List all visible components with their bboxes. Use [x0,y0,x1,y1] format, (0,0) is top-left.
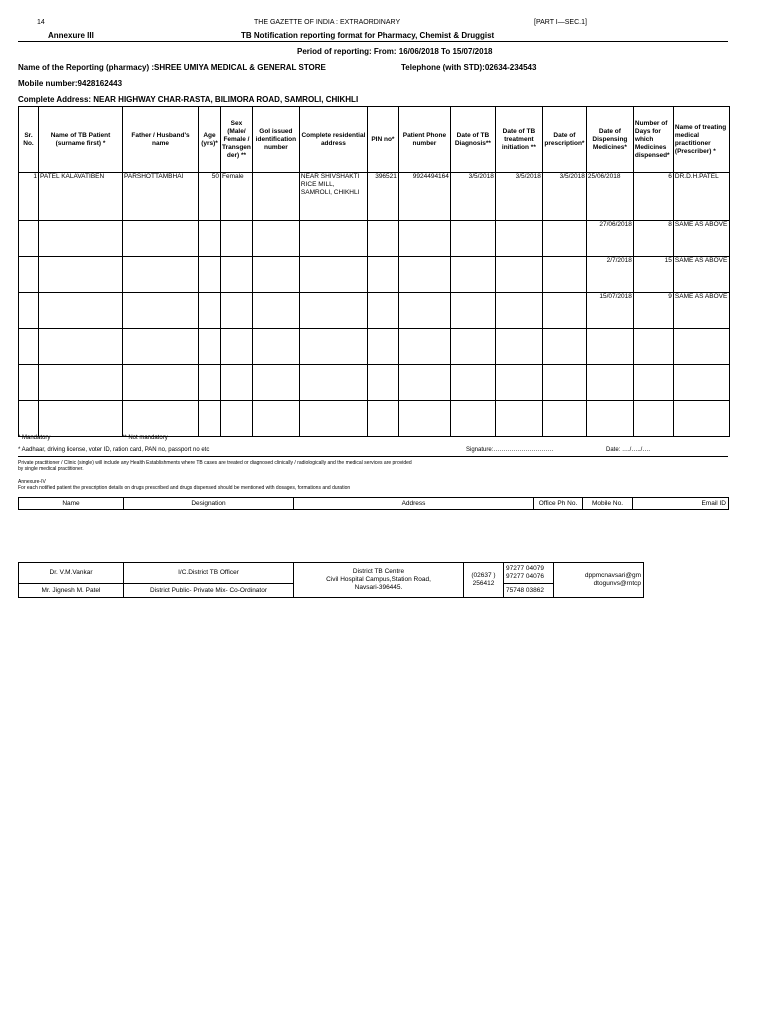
table-cell [221,257,253,293]
email-line: dtogunvs@rntcp [593,580,641,587]
table-cell [199,221,221,257]
table-cell: 396521 [367,173,398,221]
table-cell: 1 [19,173,39,221]
table-cell: DR.D.H.PATEL [673,173,729,221]
table-cell [367,257,398,293]
table-cell [398,401,450,437]
table-cell [633,365,673,401]
table-cell [367,221,398,257]
table-cell [299,365,367,401]
col-header: Complete residential address [299,107,367,173]
contact-designation: District Public- Private Mix- Co-Ordinator [124,584,294,598]
table-cell [39,329,123,365]
table-cell [450,329,495,365]
table-cell [39,221,123,257]
table-cell [450,221,495,257]
page-number: 14 [37,19,45,26]
table-cell: 8 [633,221,673,257]
table-cell [673,329,729,365]
contact-designation: I/C.District TB Officer [124,563,294,584]
table-cell [495,329,542,365]
table-cell [252,329,299,365]
col-header: Patient Phone number [398,107,450,173]
table-cell [633,329,673,365]
date-field: Date: …./…../…. [606,447,651,453]
table-row [19,365,730,401]
table-cell [39,401,123,437]
table-cell: 25/06/2018 [586,173,633,221]
address-line: Navsari-396445. [354,584,403,591]
address-line: District TB Centre [352,568,405,575]
table-cell [450,365,495,401]
table-header-row [19,107,730,173]
table-cell [123,365,199,401]
annexure-iv-description: For each notified patient the prescription details on drugs prescribed and drugs dispensed should be mentioned with dosages, formations and duration [18,485,351,491]
table-cell [586,401,633,437]
gazette-title: THE GAZETTE OF INDIA : EXTRAORDINARY [254,19,401,26]
col-header: Address [294,498,534,510]
col-header: Age (yrs)* [199,107,221,173]
col-header: PIN no* [367,107,398,173]
table-cell: 9924494164 [398,173,450,221]
table-cell [199,329,221,365]
col-header: Sr. No. [19,107,39,173]
table-cell [199,365,221,401]
table-cell [299,221,367,257]
col-header: Name [19,498,124,510]
table-cell [221,329,253,365]
table-cell [367,329,398,365]
table-cell [398,293,450,329]
table-cell [221,365,253,401]
col-header: Email ID [633,498,729,510]
table-cell [586,329,633,365]
contact-address [294,563,464,598]
table-cell: 3/5/2018 [542,173,586,221]
table-cell [39,257,123,293]
table-cell [495,293,542,329]
table-cell [495,365,542,401]
annexure-iv-label: Annexure-IV [18,479,46,485]
table-row [19,401,730,437]
table-cell: SAME AS ABOVE [673,221,729,257]
mobile-line: 97277 04079 [506,565,544,572]
table-cell [19,293,39,329]
table-header-row [19,498,729,510]
col-header: Mobile No. [583,498,633,510]
contact-mobile [504,563,554,584]
table-cell [199,293,221,329]
table-cell [542,221,586,257]
table-cell [123,221,199,257]
table-cell: Female [221,173,253,221]
table-cell [252,173,299,221]
table-cell: 9 [633,293,673,329]
table-cell: PATEL KALAVATIBEN [39,173,123,221]
table-cell [495,401,542,437]
table-cell [398,221,450,257]
table-cell [252,221,299,257]
title-rule [18,41,728,42]
contact-name: Mr. Jignesh M. Patel [19,584,124,598]
office-phone-line: 256412 [472,580,495,587]
col-header: Date of TB treatment initiation ** [495,107,542,173]
table-cell: 2/7/2018 [586,257,633,293]
table-cell [495,221,542,257]
table-cell [221,293,253,329]
table-cell [39,365,123,401]
table-cell: NEAR SHIVSHAKTI RICE MILL, SAMROLI, CHIKHLI [299,173,367,221]
table-cell [221,401,253,437]
table-cell [673,401,729,437]
telephone: Telephone (with STD):02634-234543 [401,63,537,72]
table-cell [450,257,495,293]
table-cell [542,401,586,437]
col-header: Designation [124,498,294,510]
table-cell [542,365,586,401]
table-cell [673,365,729,401]
table-cell [398,257,450,293]
notes-rule [18,456,728,457]
table-cell: SAME AS ABOVE [673,257,729,293]
table-cell [299,293,367,329]
complete-address: Complete Address: NEAR HIGHWAY CHAR-RASTA, BILIMORA ROAD, SAMROLI, CHIKHLI [18,95,359,104]
contact-office-phone [464,563,504,598]
table-cell [252,401,299,437]
table-cell [252,365,299,401]
table-cell: PARSHOTTAMBHAI [123,173,199,221]
table-cell [19,401,39,437]
table-cell [19,221,39,257]
table-cell [199,257,221,293]
gazette-part: [PART I—SEC.1] [534,19,587,26]
mobile-number: Mobile number:9428162443 [18,79,123,88]
contacts-table [18,562,644,598]
reporting-period: Period of reporting: From: 16/06/2018 To 15/07/2018 [297,47,493,56]
table-cell [299,401,367,437]
table-row [19,173,730,221]
table-row [19,293,730,329]
table-cell: 6 [633,173,673,221]
annexure-iv-header-table [18,497,729,510]
table-cell [39,293,123,329]
table-cell [495,257,542,293]
table-cell [450,401,495,437]
reporting-name: Name of the Reporting (pharmacy) :SHREE UMIYA MEDICAL & GENERAL STORE [18,63,326,72]
col-header: Date of TB Diagnosis** [450,107,495,173]
office-phone-line: (02637 ) [471,572,496,579]
mobile-line: 97277 04076 [506,573,544,580]
col-header: Number of Days for which Medicines dispensed* [633,107,673,173]
contact-name: Dr. V.M.Vankar [19,563,124,584]
table-cell [123,401,199,437]
table-cell: 15 [633,257,673,293]
email-line: dppmcnavsari@gm [584,572,641,579]
col-header: Father / Husband's name [123,107,199,173]
form-title: TB Notification reporting format for Pharmacy, Chemist & Druggist [241,31,495,40]
table-cell: 15/07/2018 [586,293,633,329]
col-header: Sex (Male/ Female / Transgen der) ** [221,107,253,173]
table-cell [19,329,39,365]
contact-email [554,563,644,598]
not-mandatory-note: ** Not mandatory [122,435,168,441]
table-cell: 50 [199,173,221,221]
annexure-label: Annexure III [48,31,94,40]
table-row [19,221,730,257]
mandatory-note: * Mandatory [18,435,51,441]
table-cell [123,257,199,293]
id-note: * Aadhaar, driving license, voter ID, ration card, PAN no, passport no etc [18,447,210,453]
practitioner-note: Private practitioner / Clinic (single) will include any Health Establishments where TB cases are treated or diagnosed clinically / radiologically and the medical services are provided [18,460,412,466]
table-cell [123,329,199,365]
table-row [19,329,730,365]
table-cell [633,401,673,437]
col-header: Date of prescription* [542,107,586,173]
table-cell [542,329,586,365]
col-header: Date of Dispensing Medicines* [586,107,633,173]
table-cell [542,257,586,293]
table-cell [299,257,367,293]
table-cell [299,329,367,365]
col-header: Name of TB Patient (surname first) * [39,107,123,173]
table-cell [199,401,221,437]
table-cell [398,329,450,365]
table-row [19,257,730,293]
tb-notification-table [18,106,730,437]
col-header: Name of treating medical practitioner (Prescriber) * [673,107,729,173]
table-cell [398,365,450,401]
table-cell: SAME AS ABOVE [673,293,729,329]
table-cell: 27/06/2018 [586,221,633,257]
table-cell [450,293,495,329]
practitioner-note-2: by single medical practitioner. [18,466,84,472]
address-line: Civil Hospital Campus,Station Road, [326,576,431,583]
col-header: GoI issued identification number [252,107,299,173]
table-cell [221,221,253,257]
table-cell [19,257,39,293]
table-cell [542,293,586,329]
table-row [19,563,644,584]
table-cell: 3/5/2018 [450,173,495,221]
table-cell: 3/5/2018 [495,173,542,221]
table-cell [367,401,398,437]
col-header: Office Ph No. [534,498,583,510]
table-cell [586,365,633,401]
table-cell [123,293,199,329]
table-cell [19,365,39,401]
signature-field: Signature:………………………… [466,447,554,453]
table-cell [252,293,299,329]
table-cell [367,365,398,401]
contact-mobile: 75748 03862 [504,584,554,598]
table-cell [367,293,398,329]
table-cell [252,257,299,293]
